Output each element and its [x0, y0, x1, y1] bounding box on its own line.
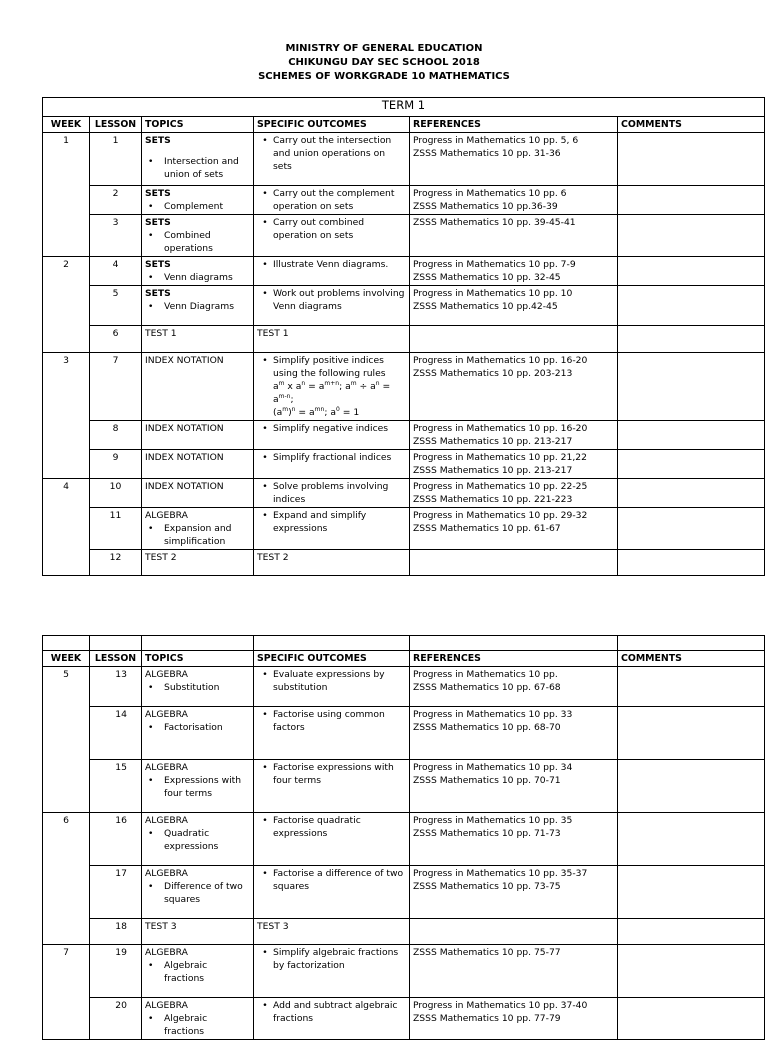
topic-cell: TEST 3 — [142, 919, 254, 945]
reference-cell: Progress in Mathematics 10 pp. 10 ZSSS Mathematics 10 pp.42-45 — [410, 286, 618, 326]
table-row — [43, 945, 765, 998]
table-row — [43, 550, 765, 576]
reference-cell — [410, 326, 618, 353]
topic-cell: ALGEBRA • Quadratic expressions — [142, 813, 254, 866]
comments-cell — [618, 257, 765, 286]
reference-cell — [410, 919, 618, 945]
table-row — [43, 479, 765, 508]
lesson-cell: 17 — [90, 866, 142, 919]
week-cell: 4 — [43, 479, 90, 576]
topic-cell: ALGEBRA • Algebraic fractions — [142, 945, 254, 998]
outcome-cell: • Factorise a difference of two squares — [254, 866, 410, 919]
reference-cell: Progress in Mathematics 10 pp. 33 ZSSS Mathematics 10 pp. 68-70 — [410, 707, 618, 760]
col-week: WEEK — [43, 651, 90, 667]
comments-cell — [618, 286, 765, 326]
bullet-icon: • — [148, 523, 154, 534]
document-header — [0, 42, 768, 84]
outcome-cell: • Factorise using common factors — [254, 707, 410, 760]
table-row — [43, 707, 765, 760]
comments-cell — [618, 215, 765, 257]
bullet-icon: • — [262, 815, 268, 826]
bullet-icon: • — [262, 947, 268, 958]
ministry-title: MINISTRY OF GENERAL EDUCATION — [285, 43, 483, 54]
comments-cell — [618, 813, 765, 866]
bullet-icon: • — [262, 762, 268, 773]
reference-cell: Progress in Mathematics 10 pp. 37-40 ZSSS Mathematics 10 pp. 77-79 — [410, 998, 618, 1040]
comments-cell — [618, 326, 765, 353]
reference-cell: Progress in Mathematics 10 pp. 5, 6 ZSSS Mathematics 10 pp. 31-36 — [410, 133, 618, 186]
lesson-cell: 12 — [90, 550, 142, 576]
topic-cell: ALGEBRA • Substitution — [142, 667, 254, 707]
outcome-cell: • Simplify negative indices — [254, 421, 410, 450]
lesson-cell: 20 — [90, 998, 142, 1040]
lesson-cell: 13 — [90, 667, 142, 707]
comments-cell — [618, 667, 765, 707]
bullet-icon: • — [148, 828, 154, 839]
col-comments: COMMENTS — [618, 117, 765, 133]
outcome-cell: • Carry out the intersection and union operations on sets — [254, 133, 410, 186]
bullet-icon: • — [262, 709, 268, 720]
table-row — [43, 215, 765, 257]
outcome-cell: • Carry out combined operation on sets — [254, 215, 410, 257]
table-row — [43, 286, 765, 326]
lesson-cell: 3 — [90, 215, 142, 257]
bullet-icon: • — [148, 960, 154, 971]
reference-cell: Progress in Mathematics 10 pp. 16-20 ZSSS Mathematics 10 pp. 213-217 — [410, 421, 618, 450]
lesson-cell: 10 — [90, 479, 142, 508]
col-references: REFERENCES — [410, 651, 618, 667]
comments-cell — [618, 919, 765, 945]
term-heading: TERM 1 — [43, 98, 765, 117]
bullet-icon: • — [262, 188, 268, 199]
outcome-cell: • Evaluate expressions by substitution — [254, 667, 410, 707]
reference-cell: Progress in Mathematics 10 pp. 22-25 ZSSS Mathematics 10 pp. 221-223 — [410, 479, 618, 508]
bullet-icon: • — [262, 510, 268, 521]
week-cell: 6 — [43, 813, 90, 945]
lesson-cell: 1 — [90, 133, 142, 186]
bullet-icon: • — [148, 156, 154, 167]
scheme-table-continued — [42, 635, 765, 1040]
bullet-icon: • — [148, 682, 154, 693]
reference-cell: Progress in Mathematics 10 pp. 35-37 ZSSS Mathematics 10 pp. 73-75 — [410, 866, 618, 919]
reference-cell — [410, 550, 618, 576]
week-cell: 3 — [43, 353, 90, 479]
comments-cell — [618, 945, 765, 998]
topic-cell: TEST 2 — [142, 550, 254, 576]
table-row — [43, 760, 765, 813]
table-row — [43, 133, 765, 186]
bullet-icon: • — [262, 868, 268, 879]
comments-cell — [618, 760, 765, 813]
table-row — [43, 866, 765, 919]
bullet-icon: • — [262, 669, 268, 680]
reference-cell: Progress in Mathematics 10 pp. 16-20 ZSSS Mathematics 10 pp. 203-213 — [410, 353, 618, 421]
comments-cell — [618, 421, 765, 450]
topic-cell: ALGEBRA • Difference of two squares — [142, 866, 254, 919]
bullet-icon: • — [262, 452, 268, 463]
outcome-cell: • Factorise quadratic expressions — [254, 813, 410, 866]
outcome-cell: TEST 3 — [254, 919, 410, 945]
col-week: WEEK — [43, 117, 90, 133]
bullet-icon: • — [262, 135, 268, 146]
table-row — [43, 186, 765, 215]
lesson-cell: 19 — [90, 945, 142, 998]
bullet-icon: • — [148, 1013, 154, 1024]
outcome-cell: • Add and subtract algebraic fractions — [254, 998, 410, 1040]
outcome-cell: • Work out problems involving Venn diagrams — [254, 286, 410, 326]
comments-cell — [618, 707, 765, 760]
scheme-title: SCHEMES OF WORKGRADE 10 MATHEMATICS — [258, 71, 510, 82]
lesson-cell: 11 — [90, 508, 142, 550]
table-row — [43, 919, 765, 945]
col-references: REFERENCES — [410, 117, 618, 133]
bullet-icon: • — [262, 481, 268, 492]
topic-cell: ALGEBRA • Factorisation — [142, 707, 254, 760]
lesson-cell: 4 — [90, 257, 142, 286]
col-lesson: LESSON — [90, 651, 142, 667]
topic-cell: INDEX NOTATION — [142, 450, 254, 479]
lesson-cell: 14 — [90, 707, 142, 760]
comments-cell — [618, 866, 765, 919]
topic-cell: ALGEBRA • Expressions with four terms — [142, 760, 254, 813]
comments-cell — [618, 508, 765, 550]
bullet-icon: • — [262, 1000, 268, 1011]
comments-cell — [618, 186, 765, 215]
topic-cell: INDEX NOTATION — [142, 479, 254, 508]
table-row — [43, 450, 765, 479]
comments-cell — [618, 353, 765, 421]
bullet-icon: • — [262, 259, 268, 270]
lesson-cell: 16 — [90, 813, 142, 866]
bullet-icon: • — [262, 355, 268, 366]
reference-cell: Progress in Mathematics 10 pp. 6 ZSSS Mathematics 10 pp.36-39 — [410, 186, 618, 215]
col-topics: TOPICS — [142, 117, 254, 133]
bullet-icon: • — [148, 201, 154, 212]
topic-cell: SETS • Combined operations — [142, 215, 254, 257]
reference-cell: ZSSS Mathematics 10 pp. 39-45-41 — [410, 215, 618, 257]
table-row — [43, 326, 765, 353]
week-cell: 1 — [43, 133, 90, 257]
col-comments: COMMENTS — [618, 651, 765, 667]
lesson-cell: 9 — [90, 450, 142, 479]
bullet-icon: • — [148, 775, 154, 786]
lesson-cell: 2 — [90, 186, 142, 215]
table-row — [43, 353, 765, 421]
lesson-cell: 6 — [90, 326, 142, 353]
comments-cell — [618, 133, 765, 186]
table-row — [43, 813, 765, 866]
topic-cell: SETS • Complement — [142, 186, 254, 215]
reference-cell: ZSSS Mathematics 10 pp. 75-77 — [410, 945, 618, 998]
bullet-icon: • — [262, 288, 268, 299]
topic-cell — [142, 133, 254, 186]
outcome-cell: • Simplify positive indices using the following rules $a^m$ x $a^n = a^{m+n}$; $a^m \div a^n = a^{m-n}$; $(a^m)^n = a^{mn}$; $a^0 = 1$ — [254, 353, 410, 421]
bullet-icon: • — [148, 881, 154, 892]
outcome-cell: • Solve problems involving indices — [254, 479, 410, 508]
topic-cell: INDEX NOTATION — [142, 353, 254, 421]
topic-cell: INDEX NOTATION — [142, 421, 254, 450]
outcome-cell: • Expand and simplify expressions — [254, 508, 410, 550]
col-topics: TOPICS — [142, 651, 254, 667]
table-row — [43, 667, 765, 707]
comments-cell — [618, 450, 765, 479]
outcome-cell: • Simplify algebraic fractions by factorization — [254, 945, 410, 998]
outcome-cell: • Factorise expressions with four terms — [254, 760, 410, 813]
blank-row — [43, 636, 765, 651]
outcome-cell: TEST 2 — [254, 550, 410, 576]
topic-cell: SETS • Venn diagrams — [142, 257, 254, 286]
week-cell: 2 — [43, 257, 90, 353]
reference-cell: Progress in Mathematics 10 pp. 34 ZSSS Mathematics 10 pp. 70-71 — [410, 760, 618, 813]
topic-cell: SETS • Venn Diagrams — [142, 286, 254, 326]
table-row — [43, 421, 765, 450]
col-outcomes: SPECIFIC OUTCOMES — [254, 651, 410, 667]
bullet-icon: • — [148, 722, 154, 733]
table-row — [43, 998, 765, 1040]
col-outcomes: SPECIFIC OUTCOMES — [254, 117, 410, 133]
table-header-row — [43, 651, 765, 667]
scheme-table-term1 — [42, 97, 765, 576]
school-title: CHIKUNGU DAY SEC SCHOOL 2018 — [288, 57, 480, 68]
topic-cell: ALGEBRA • Expansion and simplification — [142, 508, 254, 550]
lesson-cell: 8 — [90, 421, 142, 450]
comments-cell — [618, 550, 765, 576]
table-header-row — [43, 117, 765, 133]
reference-cell: Progress in Mathematics 10 pp. 35 ZSSS Mathematics 10 pp. 71-73 — [410, 813, 618, 866]
outcome-cell: • Simplify fractional indices — [254, 450, 410, 479]
table-row — [43, 508, 765, 550]
lesson-cell: 5 — [90, 286, 142, 326]
reference-cell: Progress in Mathematics 10 pp. ZSSS Mathematics 10 pp. 67-68 — [410, 667, 618, 707]
outcome-cell: • Illustrate Venn diagrams. — [254, 257, 410, 286]
bullet-icon: • — [148, 301, 154, 312]
table-row — [43, 257, 765, 286]
reference-cell: Progress in Mathematics 10 pp. 21,22 ZSSS Mathematics 10 pp. 213-217 — [410, 450, 618, 479]
outcome-cell: • Carry out the complement operation on sets — [254, 186, 410, 215]
topic-title: SETS — [145, 135, 171, 146]
reference-cell: Progress in Mathematics 10 pp. 7-9 ZSSS Mathematics 10 pp. 32-45 — [410, 257, 618, 286]
week-cell: 7 — [43, 945, 90, 1040]
week-cell: 5 — [43, 667, 90, 813]
lesson-cell: 18 — [90, 919, 142, 945]
comments-cell — [618, 479, 765, 508]
lesson-cell: 15 — [90, 760, 142, 813]
bullet-icon: • — [262, 423, 268, 434]
reference-cell: Progress in Mathematics 10 pp. 29-32 ZSSS Mathematics 10 pp. 61-67 — [410, 508, 618, 550]
bullet-icon: • — [148, 230, 154, 241]
index-rules-formula: $a^m$ x $a^n = a^{m+n}$; $a^m \div a^n = a^{m-n}$; $(a^m)^n = a^{mn}$; $a^0 = 1$ — [273, 380, 391, 418]
subtopic: Intersection and union of sets — [164, 156, 239, 180]
lesson-cell: 7 — [90, 353, 142, 421]
topic-cell: ALGEBRA • Algebraic fractions — [142, 998, 254, 1040]
bullet-icon: • — [148, 272, 154, 283]
col-lesson: LESSON — [90, 117, 142, 133]
topic-cell: TEST 1 — [142, 326, 254, 353]
comments-cell — [618, 998, 765, 1040]
bullet-icon: • — [262, 217, 268, 228]
outcome-cell: TEST 1 — [254, 326, 410, 353]
